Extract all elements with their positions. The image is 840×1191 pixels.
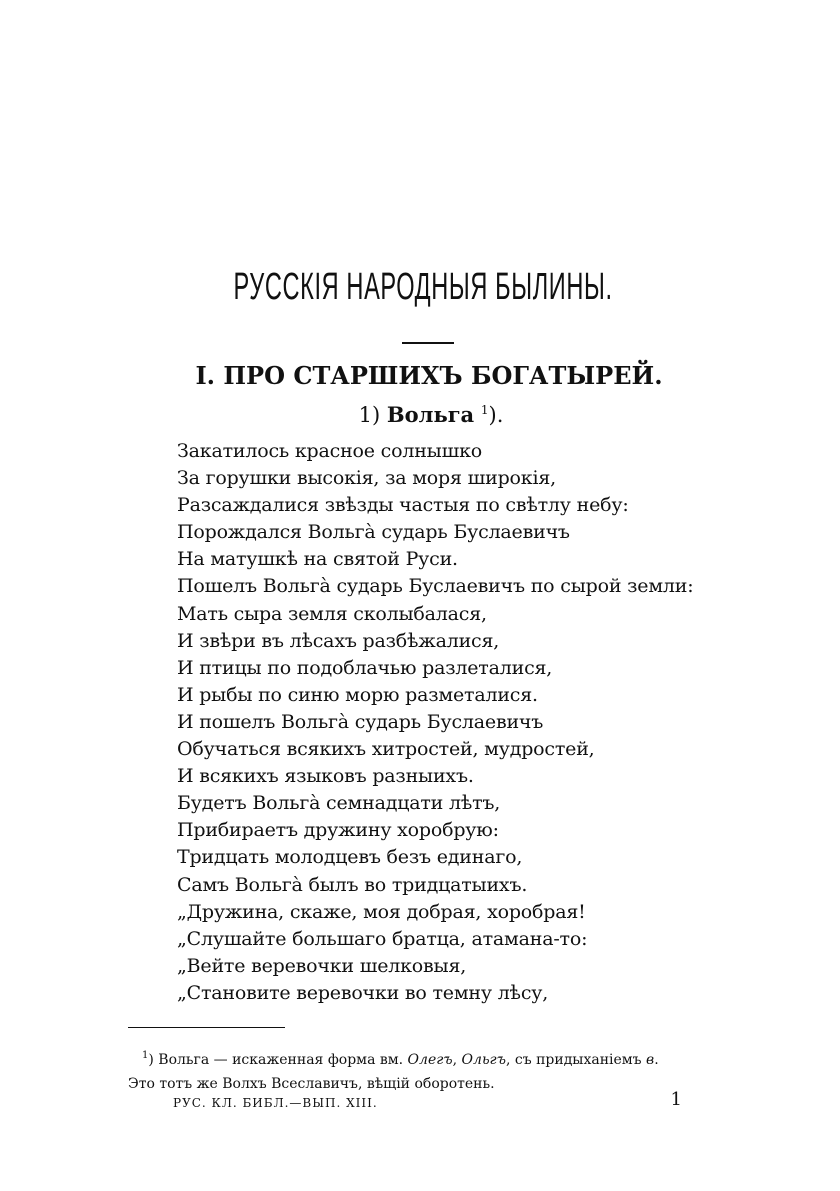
footnote [128, 1044, 659, 1096]
footnote-reference[interactable]: 1 [480, 403, 489, 417]
footnote-line: Это тотъ же Волхъ Всеславичъ, вѣщій оборотень. [128, 1076, 495, 1092]
footnote-mark: 1 [142, 1050, 149, 1061]
section-heading: I. ПРО СТАРШИХЪ БОГАТЫРЕЙ. [195, 361, 663, 390]
poem-line: И рыбы по синю морю разметалися. [177, 683, 538, 706]
footnote-italic: Ольгъ [461, 1052, 506, 1068]
poem-title [0, 404, 840, 426]
poem-line: Закатилось красное солнышко [177, 440, 482, 462]
poem-line: На матушкѣ на святой Руси. [177, 548, 458, 571]
poem-body [177, 438, 693, 1007]
poem-line: Прибираетъ дружину хоробрую: [177, 819, 499, 842]
poem-line: „Слушайте большаго братца, атамана-то: [177, 927, 588, 950]
poem-line: „Становите веревочки во темну лѣсу, [177, 981, 549, 1004]
footnote-text: . [654, 1052, 659, 1068]
poem-title-suffix: ). [488, 403, 504, 427]
poem-line: Разсаждалися звѣзды частыя по свѣтлу небу: [177, 494, 629, 517]
poem-line: Порождался Вольга̀ сударь Буслаевичъ [177, 521, 570, 544]
printer-signature: РУС. КЛ. БИБЛ.—ВЫП. XIII. [173, 1096, 378, 1110]
page-title: РУССКІЯ НАРОДНЫЯ БЫЛИНЫ. [233, 266, 613, 308]
page-number: 1 [670, 1089, 683, 1110]
poem-line: И звѣри въ лѣсахъ разбѣжалися, [177, 629, 500, 652]
footnote-line [128, 1044, 659, 1072]
poem-line: „Вейте веревочки шелковыя, [177, 954, 467, 977]
poem-line: За горушки высокія, за моря широкія, [177, 467, 556, 490]
poem-line: Самъ Вольга̀ былъ во тридцатыихъ. [177, 873, 528, 896]
poem-number: 1) [358, 403, 381, 427]
footnote-text: ) Вольга — искаженная форма вм. [148, 1052, 408, 1068]
poem-line: Обучаться всякихъ хитростей, мудростей, [177, 738, 595, 761]
footnote-divider [128, 1027, 285, 1028]
poem-line: Тридцать молодцевъ безъ единаго, [177, 846, 523, 869]
poem-name: Вольга [386, 402, 475, 427]
footnote-text: , съ придыханіемъ [505, 1052, 647, 1068]
poem-line: И пошелъ Вольга̀ сударь Буслаевичъ [177, 710, 544, 733]
title-divider [402, 342, 454, 344]
footnote-italic: Олегъ [407, 1052, 453, 1068]
poem-line: Будетъ Вольга̀ семнадцати лѣтъ, [177, 792, 501, 815]
footnote-italic: в [646, 1052, 655, 1068]
poem-line: Мать сыра земля сколыбалася, [177, 602, 487, 625]
poem-line: И птицы по подоблачью разлеталися, [177, 656, 553, 679]
footnote-text: , [452, 1052, 462, 1068]
poem-line: И всякихъ языковъ разныихъ. [177, 765, 474, 788]
poem-line: Пошелъ Вольга̀ сударь Буслаевичъ по сырой земли: [177, 575, 694, 598]
poem-line: „Дружина, скаже, моя добрая, хоробрая! [177, 900, 586, 923]
